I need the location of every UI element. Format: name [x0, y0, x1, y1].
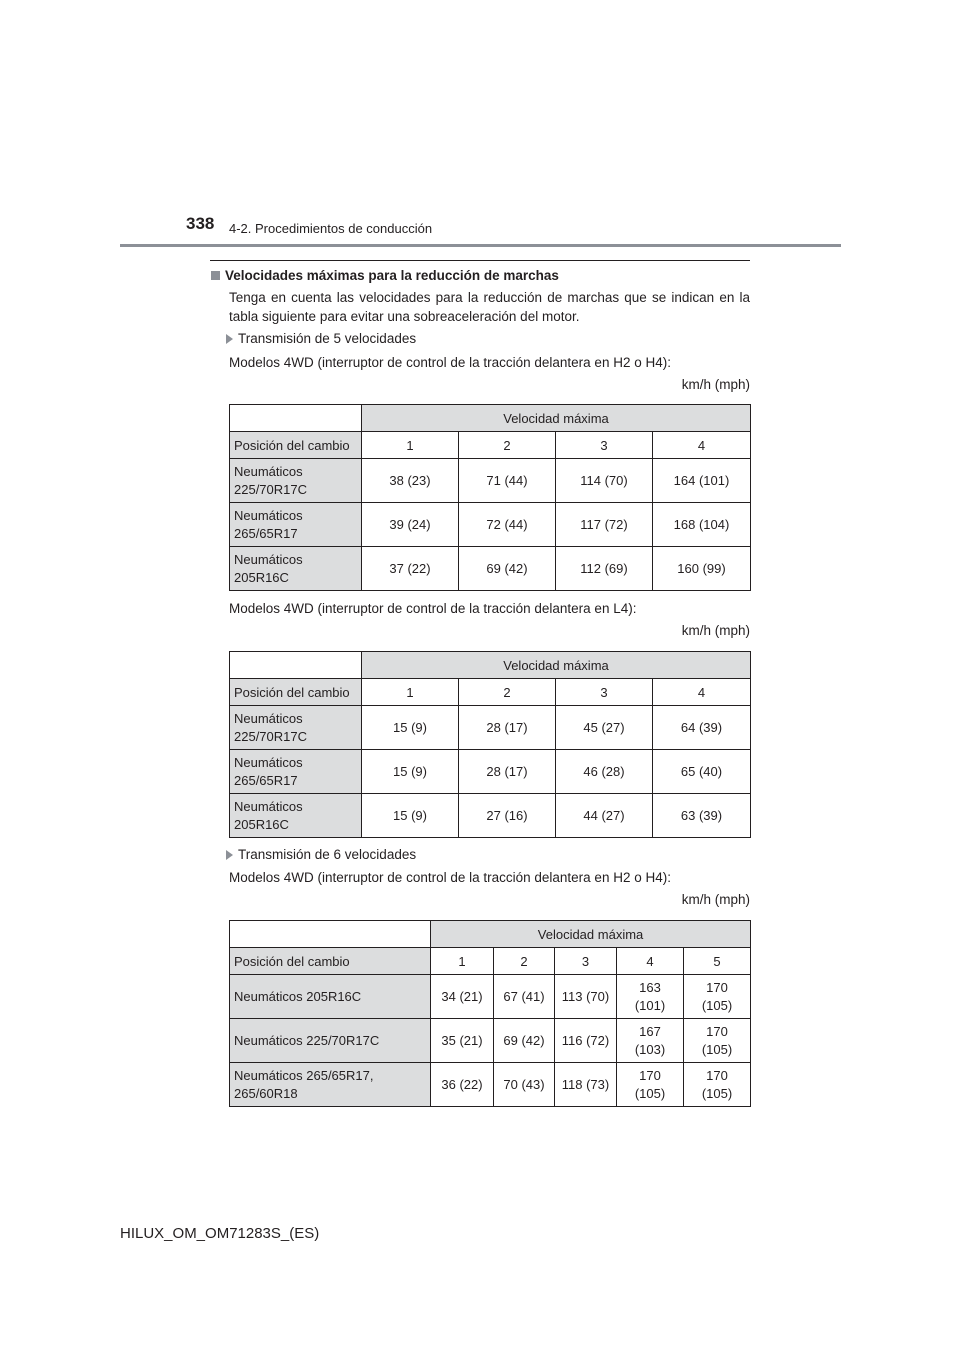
- gear-cell: 4: [617, 948, 684, 975]
- tire-label: Neumáticos 225/70R17C: [230, 1019, 431, 1063]
- max-speed-header: Velocidad máxima: [362, 405, 751, 432]
- gear-row: [230, 948, 751, 975]
- speed-cell: 27 (16): [459, 794, 556, 838]
- tire-label: Neumáticos 205R16C: [230, 547, 362, 591]
- speed-cell: 118 (73): [555, 1063, 617, 1107]
- speed-table-6speed-h2h4: [229, 920, 751, 1107]
- gear-cell: 5: [684, 948, 751, 975]
- tire-label: Neumáticos 205R16C: [230, 794, 362, 838]
- tire-label: Neumáticos 205R16C: [230, 975, 431, 1019]
- speed-cell: 163 (101): [617, 975, 684, 1019]
- speed-cell: 168 (104): [653, 503, 751, 547]
- speed-cell: 15 (9): [362, 706, 459, 750]
- speed-cell: 117 (72): [556, 503, 653, 547]
- unit-label: km/h (mph): [681, 377, 750, 392]
- caption-h2-h4-6speed: Modelos 4WD (interruptor de control de la tracción delantera en H2 o H4):: [229, 870, 671, 885]
- caption-h2-h4-5speed: Modelos 4WD (interruptor de control de la tracción delantera en H2 o H4):: [229, 355, 671, 370]
- header-rule: [120, 244, 841, 247]
- gear-cell: 3: [555, 948, 617, 975]
- table-row: [230, 794, 751, 838]
- speed-cell: 170 (105): [617, 1063, 684, 1107]
- square-bullet-icon: [211, 271, 220, 280]
- table-row: [230, 975, 751, 1019]
- table-header-row: [230, 405, 751, 432]
- speed-cell: 70 (43): [494, 1063, 555, 1107]
- table-row: [230, 547, 751, 591]
- gear-cell: 1: [431, 948, 494, 975]
- tire-label: Neumáticos 225/70R17C: [230, 459, 362, 503]
- table-row: [230, 706, 751, 750]
- blank-cell: [230, 921, 431, 948]
- table-row: [230, 1019, 751, 1063]
- blank-cell: [230, 652, 362, 679]
- speed-cell: 45 (27): [556, 706, 653, 750]
- speed-cell: 15 (9): [362, 794, 459, 838]
- gear-cell: 1: [362, 679, 459, 706]
- table-header-row: [230, 921, 751, 948]
- tire-label: Neumáticos 225/70R17C: [230, 706, 362, 750]
- triangle-bullet-icon: [226, 334, 233, 344]
- speed-cell: 39 (24): [362, 503, 459, 547]
- speed-cell: 36 (22): [431, 1063, 494, 1107]
- gear-row: [230, 432, 751, 459]
- content-rule: [210, 260, 750, 261]
- section-heading-text: Velocidades máximas para la reducción de marchas: [225, 268, 559, 283]
- speed-cell: 28 (17): [459, 750, 556, 794]
- speed-cell: 116 (72): [555, 1019, 617, 1063]
- speed-cell: 160 (99): [653, 547, 751, 591]
- speed-cell: 71 (44): [459, 459, 556, 503]
- gear-row: [230, 679, 751, 706]
- speed-cell: 113 (70): [555, 975, 617, 1019]
- gear-label: Posición del cambio: [230, 679, 362, 706]
- gear-cell: 3: [556, 679, 653, 706]
- speed-cell: 170 (105): [684, 975, 751, 1019]
- speed-cell: 114 (70): [556, 459, 653, 503]
- table-header-row: [230, 652, 751, 679]
- speed-cell: 46 (28): [556, 750, 653, 794]
- section-heading: [211, 268, 559, 283]
- gear-cell: 2: [494, 948, 555, 975]
- table-row: [230, 459, 751, 503]
- unit-label: km/h (mph): [681, 892, 750, 907]
- speed-cell: 44 (27): [556, 794, 653, 838]
- speed-cell: 64 (39): [653, 706, 751, 750]
- caption-l4-5speed: Modelos 4WD (interruptor de control de la tracción delantera en L4):: [229, 601, 637, 616]
- blank-cell: [230, 405, 362, 432]
- speed-cell: 65 (40): [653, 750, 751, 794]
- speed-cell: 34 (21): [431, 975, 494, 1019]
- bullet-6-speed-text: Transmisión de 6 velocidades: [238, 847, 417, 862]
- speed-table-5speed-h2h4: [229, 404, 751, 591]
- speed-cell: 72 (44): [459, 503, 556, 547]
- table-row: [230, 503, 751, 547]
- speed-cell: 69 (42): [459, 547, 556, 591]
- speed-cell: 38 (23): [362, 459, 459, 503]
- speed-cell: 170 (105): [684, 1019, 751, 1063]
- bullet-6-speed: [226, 847, 416, 862]
- triangle-bullet-icon: [226, 850, 233, 860]
- intro-paragraph: Tenga en cuenta las velocidades para la reducción de marchas que se indican en la tabla siguiente para evitar una sobreaceleración del motor.: [229, 290, 750, 324]
- speed-cell: 28 (17): [459, 706, 556, 750]
- speed-cell: 164 (101): [653, 459, 751, 503]
- max-speed-header: Velocidad máxima: [431, 921, 751, 948]
- gear-cell: 2: [459, 432, 556, 459]
- speed-table-5speed-l4: [229, 651, 751, 838]
- footer-doc-code: HILUX_OM_OM71283S_(ES): [120, 1225, 320, 1242]
- gear-label: Posición del cambio: [230, 948, 431, 975]
- speed-cell: 69 (42): [494, 1019, 555, 1063]
- tire-label: Neumáticos 265/65R17: [230, 503, 362, 547]
- bullet-5-speed-text: Transmisión de 5 velocidades: [238, 331, 417, 346]
- speed-cell: 170 (105): [684, 1063, 751, 1107]
- speed-cell: 167 (103): [617, 1019, 684, 1063]
- table-row: [230, 750, 751, 794]
- speed-cell: 37 (22): [362, 547, 459, 591]
- gear-cell: 2: [459, 679, 556, 706]
- gear-cell: 1: [362, 432, 459, 459]
- unit-label: km/h (mph): [681, 623, 750, 638]
- speed-cell: 35 (21): [431, 1019, 494, 1063]
- gear-cell: 4: [653, 679, 751, 706]
- table-row: [230, 1063, 751, 1107]
- speed-cell: 63 (39): [653, 794, 751, 838]
- gear-label: Posición del cambio: [230, 432, 362, 459]
- speed-cell: 112 (69): [556, 547, 653, 591]
- gear-cell: 4: [653, 432, 751, 459]
- page-number: 338: [186, 214, 215, 233]
- max-speed-header: Velocidad máxima: [362, 652, 751, 679]
- section-title: 4-2. Procedimientos de conducción: [229, 221, 433, 236]
- speed-cell: 15 (9): [362, 750, 459, 794]
- gear-cell: 3: [556, 432, 653, 459]
- tire-label: Neumáticos 265/65R17: [230, 750, 362, 794]
- speed-cell: 67 (41): [494, 975, 555, 1019]
- bullet-5-speed: [226, 331, 416, 346]
- tire-label: Neumáticos 265/65R17, 265/60R18: [230, 1063, 431, 1107]
